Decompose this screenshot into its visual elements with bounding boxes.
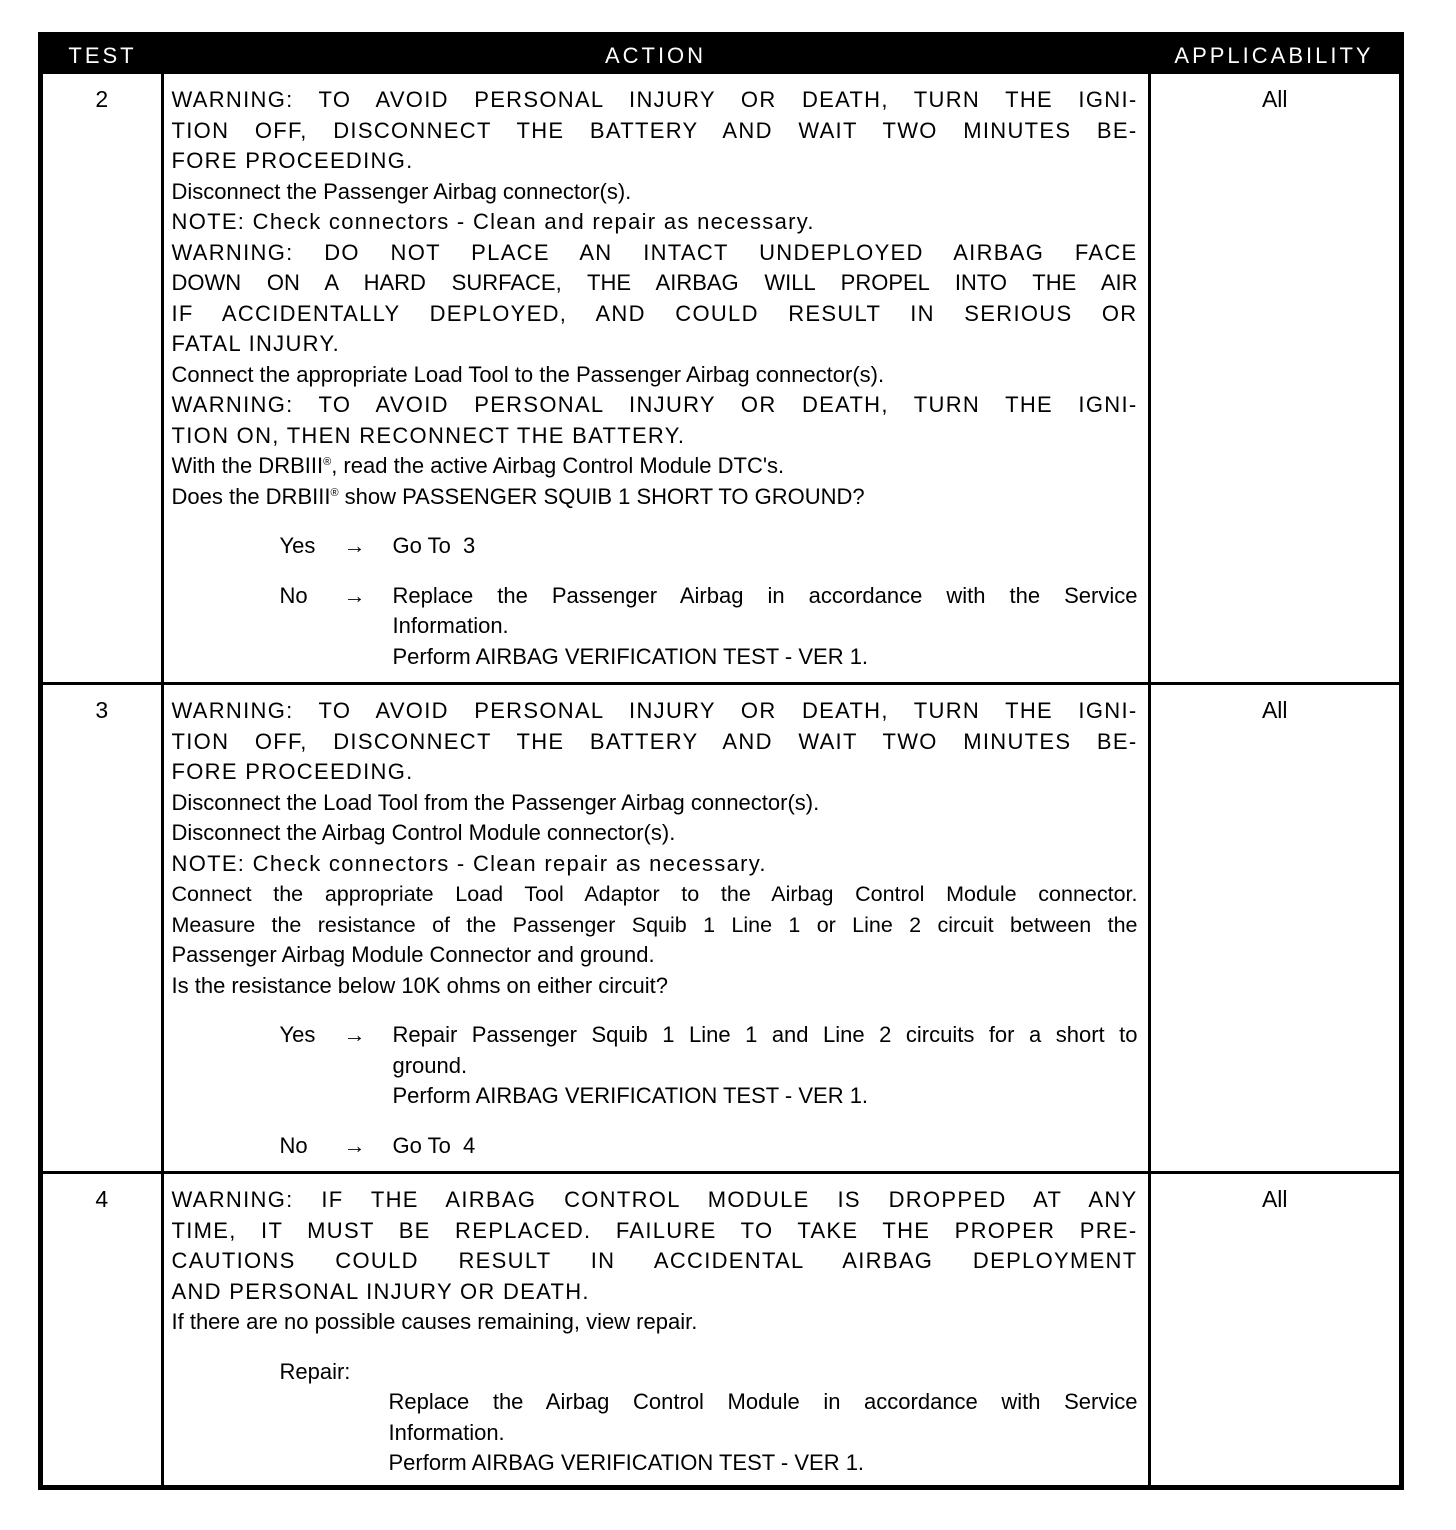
applicability-value: All [1149, 684, 1399, 1173]
answer-body [393, 581, 1138, 673]
action-line: Connect the appropriate Load Tool Adaptor to the Airbag Control Module connector. [171, 882, 1138, 906]
header-action: ACTION [162, 37, 1149, 74]
action-line-drb-read: With the DRBIII®, read the active Airbag Control Module DTC's. [171, 453, 785, 478]
action-line: TION OFF, DISCONNECT THE BATTERY AND WAIT TWO MINUTES BE- [171, 117, 1138, 143]
diagnostic-test-table [43, 37, 1399, 1489]
action-line: DOWN ON A HARD SURFACE, THE AIRBAG WILL PROPEL INTO THE AIR [171, 270, 1138, 295]
right-arrow-icon: → [343, 582, 366, 608]
answer-line: ground. [392, 1052, 468, 1078]
repair-line: Information. [388, 1419, 505, 1445]
header-test: TEST [43, 37, 162, 74]
answer-line: Replace the Passenger Airbag in accordance with the Service [392, 582, 1138, 608]
answer-label: No [279, 1132, 308, 1158]
action-cell [162, 1173, 1149, 1489]
action-line: Disconnect the Passenger Airbag connector(s). [171, 178, 632, 204]
right-arrow-icon: → [343, 533, 366, 558]
action-line: NOTE: Check connectors - Clean and repair as necessary. [171, 209, 815, 234]
answer-text: Go To 4 [392, 1132, 476, 1158]
answer-label: No [279, 582, 308, 608]
action-line: Passenger Airbag Module Connector and ground. [171, 942, 655, 967]
answer-line: Repair Passenger Squib 1 Line 1 and Line 2 circuits for a short to [392, 1022, 1138, 1047]
action-line: Disconnect the Airbag Control Module connector(s). [171, 820, 676, 845]
test-row-2 [43, 74, 1399, 684]
action-cell [162, 684, 1149, 1173]
action-cell [162, 74, 1149, 684]
answer-label: Yes [279, 533, 316, 558]
action-line: FORE PROCEEDING. [171, 148, 414, 173]
repair-line: Perform AIRBAG VERIFICATION TEST - VER 1. [388, 1450, 865, 1475]
action-line: Measure the resistance of the Passenger Squib 1 Line 1 or Line 2 circuit between the [171, 912, 1138, 937]
test-number: 3 [43, 684, 162, 1173]
action-line: WARNING: DO NOT PLACE AN INTACT UNDEPLOYED AIRBAG FACE [171, 239, 1138, 265]
answer-line: Perform AIRBAG VERIFICATION TEST - VER 1. [392, 643, 869, 669]
action-line: CAUTIONS COULD RESULT IN ACCIDENTAL AIRBAG DEPLOYMENT [171, 1248, 1138, 1273]
repair-line: Replace the Airbag Control Module in accordance with Service [388, 1389, 1138, 1414]
answer-line: Information. [392, 613, 509, 638]
test-number: 2 [95, 86, 109, 112]
action-line: TIME, IT MUST BE REPLACED. FAILURE TO TAKE THE PROPER PRE- [171, 1217, 1138, 1243]
action-line: AND PERSONAL INJURY OR DEATH. [171, 1278, 590, 1304]
repair-body [389, 1387, 1138, 1479]
answer-yes [280, 531, 1138, 562]
action-line: FATAL INJURY. [171, 331, 341, 356]
test-number: 4 [43, 1173, 162, 1489]
test-row-3 [43, 684, 1399, 1173]
header-applicability: APPLICABILITY [1149, 37, 1399, 74]
registered-mark: ® [323, 456, 332, 468]
action-line: NOTE: Check connectors - Clean repair as necessary. [171, 850, 767, 876]
action-line: IF ACCIDENTALLY DEPLOYED, AND COULD RESULT IN SERIOUS OR [171, 300, 1138, 326]
applicability-value: All [1261, 86, 1288, 112]
answer-yes [280, 1020, 1138, 1112]
action-line: WARNING: TO AVOID PERSONAL INJURY OR DEATH, TURN THE IGNI- [171, 87, 1138, 112]
action-line: WARNING: TO AVOID PERSONAL INJURY OR DEATH, TURN THE IGNI- [171, 392, 1138, 417]
action-line: FORE PROCEEDING. [171, 759, 414, 784]
header-row [43, 37, 1399, 74]
repair-label: Repair: [279, 1358, 351, 1384]
answer-label: Yes [279, 1022, 316, 1047]
answer-no [280, 581, 1138, 673]
action-line: If there are no possible causes remaining, view repair. [171, 1309, 698, 1334]
action-line: TION OFF, DISCONNECT THE BATTERY AND WAIT TWO MINUTES BE- [171, 728, 1138, 754]
action-line: Connect the appropriate Load Tool to the Passenger Airbag connector(s). [171, 361, 885, 387]
diagnostic-test-table-frame [38, 32, 1404, 1490]
action-line: Disconnect the Load Tool from the Passenger Airbag connector(s). [171, 789, 820, 815]
test-row-4 [43, 1173, 1399, 1489]
action-line: WARNING: IF THE AIRBAG CONTROL MODULE IS DROPPED AT ANY [171, 1187, 1138, 1212]
answer-text: Go To 3 [392, 533, 476, 558]
right-arrow-icon: → [343, 1022, 366, 1047]
applicability-value: All [1149, 1173, 1399, 1489]
action-line: WARNING: TO AVOID PERSONAL INJURY OR DEATH, TURN THE IGNI- [171, 698, 1138, 723]
action-line-drb-question: Does the DRBIII® show PASSENGER SQUIB 1 SHORT TO GROUND? [171, 483, 865, 509]
answer-body [393, 1020, 1138, 1112]
right-arrow-icon: → [343, 1132, 366, 1158]
answer-line: Perform AIRBAG VERIFICATION TEST - VER 1. [392, 1083, 869, 1108]
action-line: Is the resistance below 10K ohms on either circuit? [171, 972, 668, 998]
action-line: TION ON, THEN RECONNECT THE BATTERY. [171, 422, 686, 448]
registered-mark: ® [330, 486, 339, 499]
answer-no [280, 1131, 1138, 1162]
